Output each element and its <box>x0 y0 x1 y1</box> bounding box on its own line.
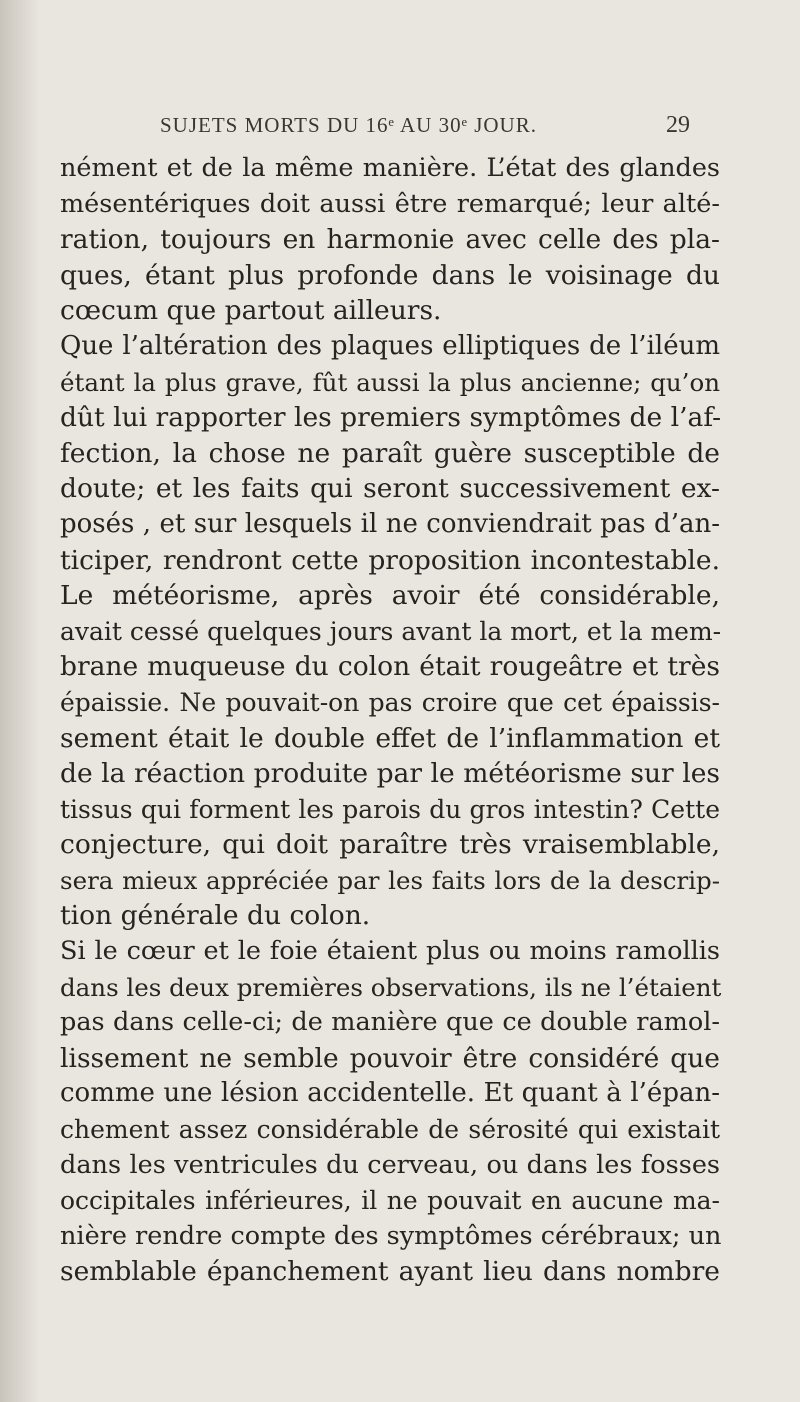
body-text <box>60 151 720 1290</box>
text-line: brane muqueuse du colon était rougeâtre et très <box>60 651 720 683</box>
text-line: avait cessé quelques jours avant la mort, et la mem- <box>60 616 722 646</box>
text-line: mésentériques doit aussi être remarqué; leur alté- <box>60 188 720 219</box>
page-number: 29 <box>666 112 690 138</box>
text-line: Si le cœur et le foie étaient plus ou moins ramollis <box>60 936 720 967</box>
text-line: nière rendre compte des symptômes cérébraux; un <box>60 1220 722 1251</box>
text-line: cœcum que partout ailleurs. <box>60 295 442 327</box>
text-line: étant la plus grave, fût aussi la plus ancienne; qu’on <box>60 367 720 397</box>
text-line: sement était le double effet de l’inflammation et <box>60 722 720 754</box>
text-line: nément et de la même manière. L’état des glandes <box>60 153 720 183</box>
text-line: chement assez considérable de sérosité qui existait <box>60 1115 720 1145</box>
text-line: fection, la chose ne paraît guère susceptible de <box>60 437 720 469</box>
text-line: pas dans celle-ci; de manière que ce double ramol- <box>60 1007 720 1038</box>
text-line: épaissie. Ne pouvait-on pas croire que cet épaissis- <box>60 687 720 717</box>
text-line: ration, toujours en harmonie avec celle des pla- <box>60 224 720 256</box>
text-line: dans les deux premières observations, ils ne l’étaient <box>60 972 722 1002</box>
text-line: doute; et les faits qui seront successivement ex- <box>60 473 720 505</box>
text-line: occipitales inférieures, il ne pouvait en aucune ma- <box>60 1186 720 1216</box>
text-line: tion générale du colon. <box>60 900 371 932</box>
text-line: sera mieux appréciée par les faits lors de la descrip- <box>60 865 720 895</box>
text-line: Que l’altération des plaques elliptiques de l’iléum <box>60 330 720 361</box>
text-line: dans les ventricules du cerveau, ou dans les fosses <box>60 1149 720 1180</box>
running-title: SUJETS MORTS DU 16ᵉ AU 30ᵉ JOUR. <box>160 113 537 137</box>
text-line: ticiper, rendront cette proposition incontestable. <box>60 544 720 576</box>
text-line: de la réaction produite par le météorisme sur les <box>60 758 720 790</box>
text-line: lissement ne semble pouvoir être considéré que <box>60 1042 720 1074</box>
text-line: posés , et sur lesquels il ne conviendrait pas d’an- <box>60 508 720 539</box>
page-header <box>160 112 690 139</box>
text-line: conjecture, qui doit paraître très vraisemblable, <box>60 829 720 861</box>
text-line: dût lui rapporter les premiers symptômes de l’af- <box>60 402 722 434</box>
text-line: comme une lésion accidentelle. Et quant à l’épan- <box>60 1078 720 1109</box>
text-line: semblable épanchement ayant lieu dans nombre <box>60 1256 720 1288</box>
text-line: tissus qui forment les parois du gros intestin? Cette <box>60 794 720 824</box>
text-line: Le météorisme, après avoir été considérable, <box>60 580 720 612</box>
text-line: ques, étant plus profonde dans le voisinage du <box>60 259 720 291</box>
